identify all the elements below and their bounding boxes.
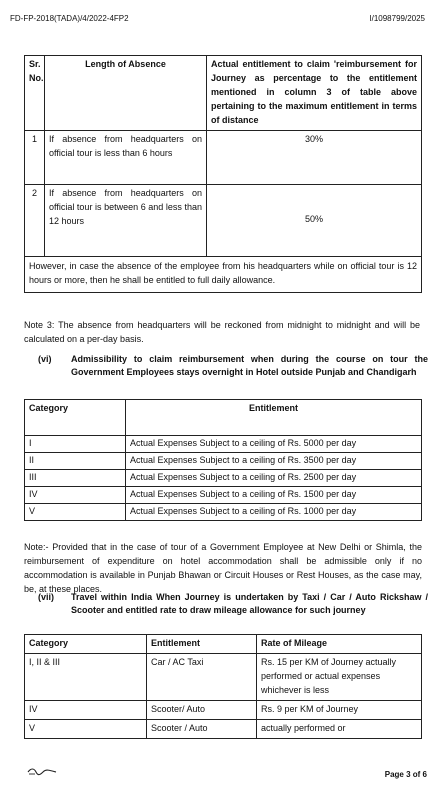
cell-entitlement: Actual Expenses Subject to a ceiling of Rs. 1000 per day xyxy=(126,503,422,520)
cell-category: I xyxy=(25,436,126,453)
section-title: Travel within India When Journey is undertaken by Taxi / Car / Auto Rickshaw / Scooter and entitled rate to draw mileage allowance for such journey xyxy=(71,592,428,616)
col-header-category: Category xyxy=(25,400,126,436)
table-row xyxy=(25,653,422,700)
cell-absence: If absence from headquarters on official tour is less than 6 hours xyxy=(45,130,207,184)
cell-entitlement: Actual Expenses Subject to a ceiling of Rs. 3500 per day xyxy=(126,452,422,469)
cell-rate: Rs. 15 per KM of Journey actually performed or actual expenses whichever is less xyxy=(257,653,422,700)
cell-percentage: 30% xyxy=(207,130,422,184)
table-header-row xyxy=(25,56,422,131)
cell-percentage: 50% xyxy=(207,184,422,256)
cell-sr: 2 xyxy=(25,184,45,256)
page-number: Page 3 of 6 xyxy=(384,770,427,779)
cell-rate: actually performed or xyxy=(257,719,422,738)
cell-entitlement: Scooter / Auto xyxy=(147,719,257,738)
table-row xyxy=(25,503,422,520)
col-header-entitlement: Actual entitlement to claim 'reimbursement for Journey as percentage to the entitlement mentioned in column 3 of table above pertaining to the maximum entitlement in terms of distance xyxy=(207,56,422,131)
cell-entitlement: Car / AC Taxi xyxy=(147,653,257,700)
cell-sr: 1 xyxy=(25,130,45,184)
cell-entitlement: Scooter/ Auto xyxy=(147,700,257,719)
table-footnote-row xyxy=(25,256,422,292)
table-row xyxy=(25,130,422,184)
cell-category: II xyxy=(25,452,126,469)
note-3: Note 3: The absence from headquarters will be reckoned from midnight to midnight and will be calculated on a per-day basis. xyxy=(24,320,420,344)
cell-category: V xyxy=(25,719,147,738)
cell-entitlement: Actual Expenses Subject to a ceiling of Rs. 2500 per day xyxy=(126,469,422,486)
section-title: Admissibility to claim reimbursement when during the course on tour the Government Employees stays overnight in Hotel outside Punjab and Chandigarh xyxy=(71,354,428,378)
file-number: FD-FP-2018(TADA)/4/2022-4FP2 xyxy=(10,14,129,23)
section-number: (vii) xyxy=(38,592,55,602)
cell-category: V xyxy=(25,503,126,520)
cell-category: III xyxy=(25,469,126,486)
cell-category: I, II & III xyxy=(25,653,147,700)
table-row xyxy=(25,700,422,719)
section-vii-heading xyxy=(38,591,428,617)
cell-category: IV xyxy=(25,486,126,503)
col-header-sr-no: Sr. No. xyxy=(25,56,45,131)
table-header-row xyxy=(25,400,422,436)
cell-absence: If absence from headquarters on official tour is between 6 and less than 12 hours xyxy=(45,184,207,256)
cell-entitlement: Actual Expenses Subject to a ceiling of Rs. 1500 per day xyxy=(126,486,422,503)
hotel-entitlement-table xyxy=(24,399,422,521)
cell-entitlement: Actual Expenses Subject to a ceiling of Rs. 5000 per day xyxy=(126,436,422,453)
table-row xyxy=(25,486,422,503)
section-vi-heading xyxy=(38,353,428,379)
signature-mark xyxy=(26,766,58,778)
absence-entitlement-table xyxy=(24,55,422,293)
col-header-category: Category xyxy=(25,635,147,654)
table-row xyxy=(25,719,422,738)
table-header-row xyxy=(25,635,422,654)
cell-rate: Rs. 9 per KM of Journey xyxy=(257,700,422,719)
hotel-note: Note:- Provided that in the case of tour of a Government Employee at New Delhi or Shimla, the reimbursement of expenditure on hotel accommodation shall be admissible only if no accommodation is available in Punjab Bhawan or Circuit Houses or Rest Houses, as the case may, be, at these places. xyxy=(24,542,422,594)
col-header-entitlement: Entitlement xyxy=(126,400,422,436)
section-number: (vi) xyxy=(38,354,52,364)
reference-number: I/1098799/2025 xyxy=(369,14,425,23)
col-header-length: Length of Absence xyxy=(45,56,207,131)
cell-category: IV xyxy=(25,700,147,719)
mileage-table xyxy=(24,634,422,739)
cell-footnote: However, in case the absence of the employee from his headquarters while on official tour is 12 hours or more, then he shall be entitled to full daily allowance. xyxy=(25,256,422,292)
col-header-entitlement: Entitlement xyxy=(147,635,257,654)
table-row xyxy=(25,469,422,486)
table-row xyxy=(25,436,422,453)
table-row xyxy=(25,184,422,256)
table-row xyxy=(25,452,422,469)
col-header-rate: Rate of Mileage xyxy=(257,635,422,654)
